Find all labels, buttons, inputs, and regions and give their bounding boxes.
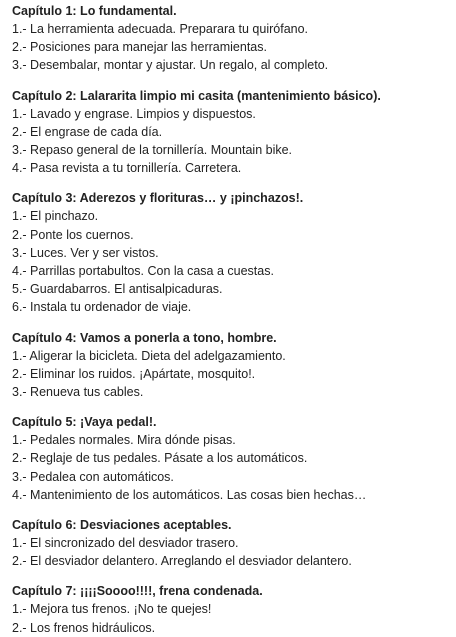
list-item: 3.- Desembalar, montar y ajustar. Un regalo, al completo.: [12, 58, 329, 73]
list-item: 1.- El sincronizado del desviador trasero.: [12, 536, 239, 551]
chapter-5: [12, 413, 456, 504]
list-item: 1.- Pedales normales. Mira dónde pisas.: [12, 433, 236, 448]
list-item: 2.- El desviador delantero. Arreglando el desviador delantero.: [12, 554, 352, 569]
list-item: 1.- Mejora tus frenos. ¡No te quejes!: [12, 602, 212, 617]
chapter-title: Capítulo 7: ¡¡¡¡Soooo!!!!, frena condenada.: [12, 584, 263, 599]
list-item: 6.- Instala tu ordenador de viaje.: [12, 300, 192, 315]
list-item: 3.- Luces. Ver y ser vistos.: [12, 245, 159, 260]
list-item: 2.- El engrase de cada día.: [12, 124, 163, 139]
list-item: 2.- Posiciones para manejar las herramientas.: [12, 40, 267, 55]
list-item: 5.- Guardabarros. El antisalpicaduras.: [12, 282, 223, 297]
list-item: 1.- El pinchazo.: [12, 209, 99, 224]
chapter-title: Capítulo 6: Desviaciones aceptables.: [12, 518, 232, 533]
chapter-1: [12, 2, 456, 75]
chapter-4: [12, 329, 456, 402]
list-item: 4.- Pasa revista a tu tornillería. Carretera.: [12, 161, 242, 176]
list-item: 2.- Ponte los cuernos.: [12, 227, 134, 242]
list-item: 1.- Aligerar la bicicleta. Dieta del adelgazamiento.: [12, 348, 286, 363]
list-item: 2.- Reglaje de tus pedales. Pásate a los automáticos.: [12, 451, 308, 466]
list-item: 3.- Renueva tus cables.: [12, 385, 144, 400]
chapter-title: Capítulo 1: Lo fundamental.: [12, 4, 177, 18]
list-item: 4.- Mantenimiento de los automáticos. Las cosas bien hechas…: [12, 487, 367, 502]
chapter-title: Capítulo 3: Aderezos y florituras… y ¡pinchazos!.: [12, 191, 304, 206]
list-item: 4.- Parrillas portabultos. Con la casa a cuestas.: [12, 264, 274, 279]
chapter-7: [12, 582, 456, 636]
list-item: 1.- Lavado y engrase. Limpios y dispuestos.: [12, 106, 256, 121]
list-item: 1.- La herramienta adecuada. Preparara tu quirófano.: [12, 22, 309, 36]
chapter-title: Capítulo 4: Vamos a ponerla a tono, hombre.: [12, 330, 277, 345]
chapter-2: [12, 87, 456, 178]
chapter-title: Capítulo 2: Lalararita limpio mi casita (mantenimiento básico).: [12, 88, 381, 103]
chapter-title: Capítulo 5: ¡Vaya pedal!.: [12, 415, 157, 430]
chapter-3: [12, 189, 456, 316]
list-item: 3.- Repaso general de la tornillería. Mountain bike.: [12, 143, 293, 158]
list-item: 2.- Eliminar los ruidos. ¡Apártate, mosquito!.: [12, 366, 256, 381]
list-item: 3.- Pedalea con automáticos.: [12, 469, 174, 484]
chapter-6: [12, 516, 456, 570]
list-item: 2.- Los frenos hidráulicos.: [12, 620, 156, 635]
